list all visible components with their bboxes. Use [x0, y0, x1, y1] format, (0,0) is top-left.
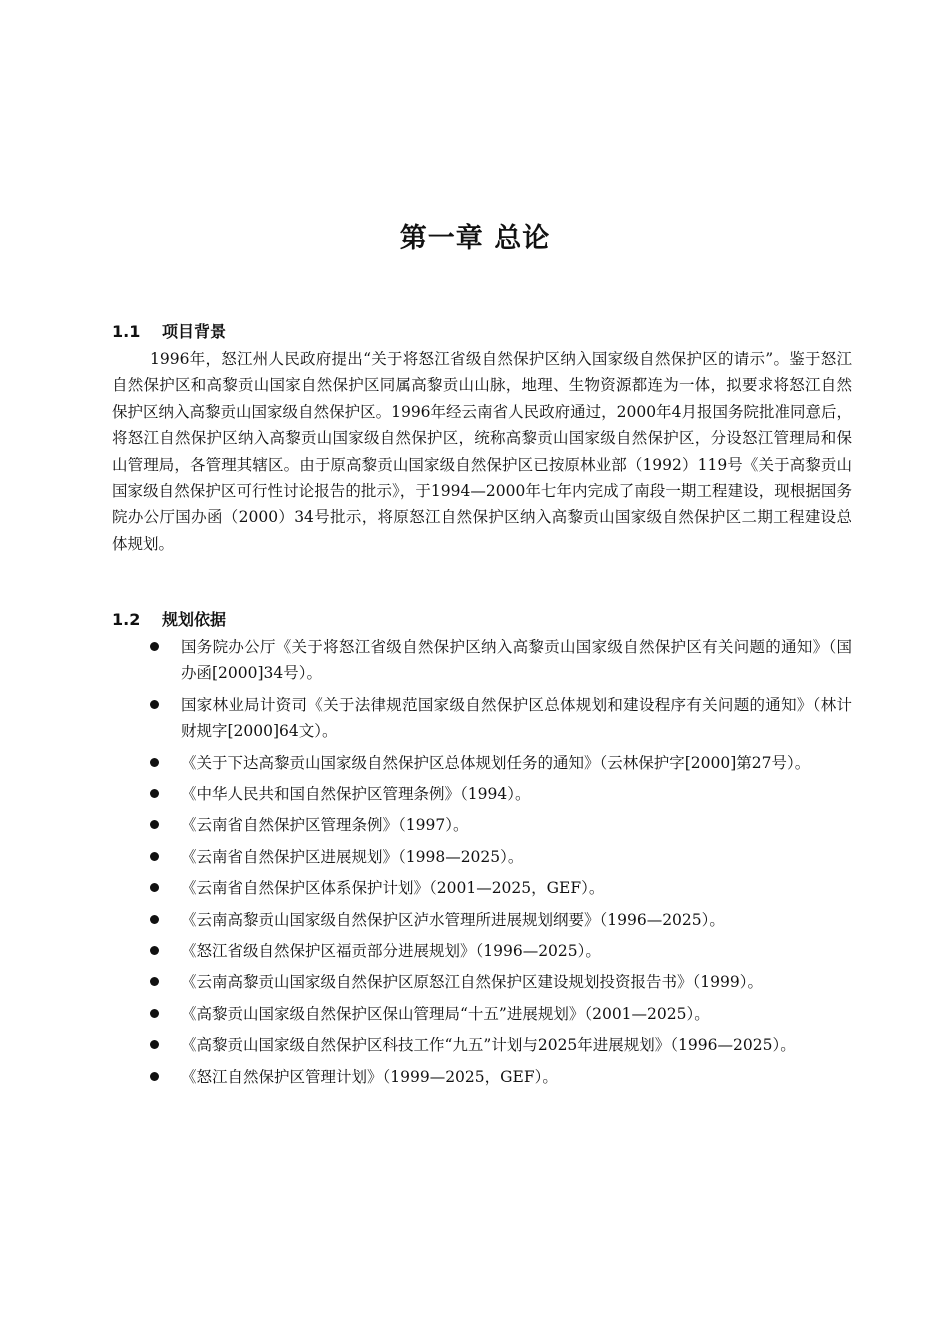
list-item-text: 《云南高黎贡山国家级自然保护区泸水管理所进展规划纲要》（1996—2025）。: [181, 910, 725, 929]
list-item: [112, 692, 852, 745]
list-item: [112, 634, 852, 687]
list-item: [112, 875, 852, 901]
bullet-icon: [150, 883, 159, 892]
section-project-background: [112, 318, 852, 557]
list-item-text: 国家林业局计资司《关于法律规范国家级自然保护区总体规划和建设程序有关问题的通知》（林计财规字[2000]64文）。: [181, 695, 852, 741]
section-heading: [112, 606, 852, 634]
section-planning-basis: [112, 606, 852, 1095]
bullet-icon: [150, 1040, 159, 1049]
list-item: [112, 812, 852, 838]
list-item: [112, 1064, 852, 1090]
bullet-icon: [150, 946, 159, 955]
list-item-text: 《关于下达高黎贡山国家级自然保护区总体规划任务的通知》（云林保护字[2000]第27号）。: [181, 753, 811, 772]
list-item-text: 《怒江自然保护区管理计划》（1999—2025，GEF）。: [181, 1067, 558, 1086]
section-number: 1.1: [112, 322, 141, 341]
list-item: [112, 907, 852, 933]
section-heading: [112, 318, 852, 346]
section-title: 项目背景: [162, 322, 227, 341]
bullet-icon: [150, 758, 159, 767]
background-paragraph: 1996年，怒江州人民政府提出“关于将怒江省级自然保护区纳入国家级自然保护区的请示”。鉴于怒江自然保护区和高黎贡山国家自然保护区同属高黎贡山山脉，地理、生物资源都连为一体，拟要求将怒江自然保护区纳入高黎贡山国家级自然保护区。1996年经云南省人民政府通过，2000年4月报国务院批准同意后，将怒江自然保护区纳入高黎贡山国家级自然保护区，统称高黎贡山国家级自然保护区，分设怒江管理局和保山管理局，各管理其辖区。由于原高黎贡山国家级自然保护区已按原林业部（1992）119号《关于高黎贡山国家级自然保护区可行性讨论报告的批示》，于1994—2000年七年内完成了南段一期工程建设，现根据国务院办公厅国办函（2000）34号批示，将原怒江自然保护区纳入高黎贡山国家级自然保护区二期工程建设总体规划。: [112, 350, 852, 553]
bullet-icon: [150, 789, 159, 798]
list-item-text: 《云南省自然保护区管理条例》（1997）。: [181, 816, 469, 835]
list-item-text: 《中华人民共和国自然保护区管理条例》（1994）。: [181, 785, 531, 804]
bullet-icon: [150, 852, 159, 861]
list-item: [112, 844, 852, 870]
list-item: [112, 1001, 852, 1027]
list-item: [112, 1032, 852, 1058]
bullet-icon: [150, 642, 159, 651]
bullet-icon: [150, 700, 159, 709]
list-item-text: 国务院办公厅《关于将怒江省级自然保护区纳入高黎贡山国家级自然保护区有关问题的通知》（国办函[2000]34号）。: [181, 638, 852, 683]
list-item-text: 《云南高黎贡山国家级自然保护区原怒江自然保护区建设规划投资报告书》（1999）。: [181, 973, 763, 992]
list-item: [112, 750, 852, 776]
section-number: 1.2: [112, 610, 141, 629]
bullet-icon: [150, 1009, 159, 1018]
list-item-text: 《怒江省级自然保护区福贡部分进展规划》（1996—2025）。: [181, 942, 601, 961]
list-item: [112, 781, 852, 807]
list-item-text: 《高黎贡山国家级自然保护区保山管理局“十五”进展规划》（2001—2025）。: [181, 1004, 710, 1023]
section-title: 规划依据: [162, 610, 227, 629]
list-item: [112, 938, 852, 964]
bullet-icon: [150, 1072, 159, 1081]
bullet-icon: [150, 820, 159, 829]
bullet-icon: [150, 915, 159, 924]
list-item-text: 《高黎贡山国家级自然保护区科技工作“九五”计划与2025年进展规划》（1996—2025）。: [181, 1036, 796, 1055]
list-item-text: 《云南省自然保护区进展规划》（1998—2025）。: [181, 847, 524, 866]
chapter-title: 第一章 总论: [399, 223, 551, 254]
list-item: [112, 969, 852, 995]
basis-list: [112, 634, 852, 1090]
bullet-icon: [150, 977, 159, 986]
list-item-text: 《云南省自然保护区体系保护计划》（2001—2025，GEF）。: [181, 879, 605, 898]
